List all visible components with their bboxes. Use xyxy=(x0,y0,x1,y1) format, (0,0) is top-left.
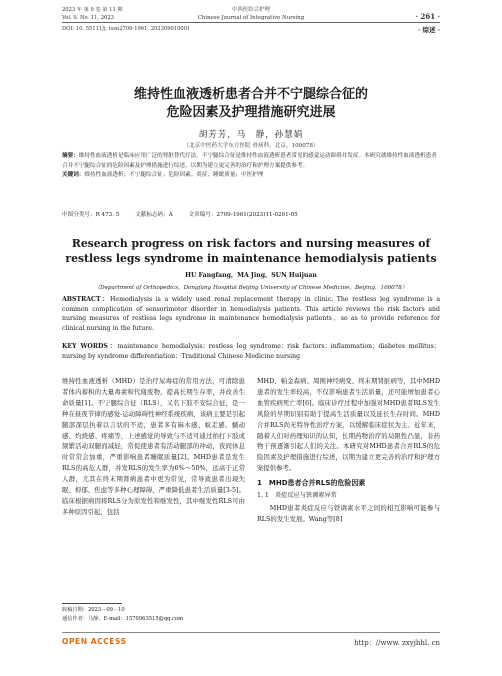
doc-code: 文献标志码：A xyxy=(135,212,173,218)
abstract-zh xyxy=(62,152,440,181)
abstract-en xyxy=(62,295,440,333)
keywords-en xyxy=(62,342,440,361)
section-heading: 1 MHD患者合并RLS的危险因素 xyxy=(257,479,366,488)
body-left-column: 维持性血液透析（MHD）是治疗尿毒症的常用方法，可清除患者体内蓄积的大量毒素和代谢废物，提高长期生存率，并改善生命质量[1]。不宁腿综合征（RLS），又名下肢不安综合征，是一种在昼夜节律的感觉-运动障碍性神经系统疾病，该病主要是引起腿部深层执着以言状的不适，患者多有麻木感、蚁走感、蠕动感、灼烧感、疼痛等，上述感觉的导致与不适可通过拍打下肢或频繁活动双腿而减轻，常促使患者有活动腿部的冲动，夜间休息时常常会加重，严重影响患者睡眠质量[2]。MHD患者是发生RLS的高危人群，并发RLS的发生率为6%～50%，远高于正常人群，尤其在终末期肾病患者中更为常见，常导致患者出现失眠、抑郁、焦虑等多种心理障碍，严重降低患者生活质量[3-5]。临床根据病因将RLS分为原发性和继发性，其中继发性RLS可由多种原因引起，包括 xyxy=(62,377,245,516)
affiliation-en: （Department of Orthopedics，Dongfang Hospital Beijing University of Chinese Medicine，Beijing，100078） xyxy=(94,285,408,291)
section-tag: · 综述 · xyxy=(417,26,440,34)
open-access-label: OPEN ACCESS xyxy=(62,637,127,646)
journal-name: 中西医结合护理 Chinese Journal of Integrative Nursing xyxy=(197,7,305,21)
authors-zh: 胡芳芳，马 静，孙慧娟 xyxy=(198,130,304,140)
clc-code: 中图分类号：R 473. 5 xyxy=(62,212,120,218)
abstract-en-text: Hemodialysis is a widely used renal replacement therapy in clinic. The restless leg syndrome is a common complication of sensorimotor disorder in hemodialysis patients. This article reviews the risk factors and nursing measures of restless legs syndrome in maintenance hemodialysis patients，so as to provide reference for clinical nursing in the future. xyxy=(62,296,441,332)
abstract-zh-label: 摘要： xyxy=(62,153,79,159)
footnote-divider xyxy=(62,603,122,604)
journal-issue: 2023 年 第 9 卷 第 11 期 Vol. 9, No. 11, 2023 xyxy=(62,7,123,21)
authors-en: HU Fangfang，MA Jing，SUN Huijuan xyxy=(185,272,317,279)
keywords-en-text: maintenance hemodialysis；restless leg syndrome；risk factors；inflammation；diabetes mellitus；nursing by syndrome differentiation；Traditional Chinese Medicine nursing xyxy=(62,343,440,360)
body-right-column xyxy=(257,376,440,525)
keywords-zh: 维持性血液透析；不宁腿综合征；危险因素；炎症；睡眠质量；中医护理 xyxy=(84,172,264,179)
abstract-en-label: ABSTRACT： xyxy=(62,296,111,303)
affiliation-zh: （北京中医药大学东方医院 骨病科，北京，100078） xyxy=(183,143,319,149)
title-zh: 维持性血液透析患者合并不宁腿综合征的 危险因素及护理措施研究进展 xyxy=(133,87,368,120)
keywords-en-label: KEY WORDS： xyxy=(62,343,118,350)
keywords-zh-label: 关键词： xyxy=(62,172,85,179)
footnote: 收稿日期：2023－09－10 通信作者：马静，E-mail：1570963515@qq.com xyxy=(62,607,184,622)
footer-divider xyxy=(62,632,440,633)
header-divider xyxy=(62,22,440,23)
doi[interactable]: DOI: 10. 55111/j. issn2709-1961. 202309010001 xyxy=(62,26,191,32)
classification xyxy=(62,210,312,218)
article-number: 文章编号：2709-1961(2023)11-0261-05 xyxy=(188,212,298,218)
title-en: Research progress on risk factors and nursing measures of restless legs syndrome in maintenance hemodialysis patients xyxy=(65,237,437,265)
body-paragraph: MHD、帕金森病、周围神经病变、终末期肾脏病等，其中MHD患者的发生率较高，不仅影响患者生活质量，还可能增加患者心血管疾病死亡率[6]。临床诊疗过程中加强对MHD患者RLS发生风险的早期识别有助于提高生活质量以及延长生存时间。MHD合并RLS尚无特异性治疗方案，以缓解临床症状为主。近年来，随着人们对药理知识的认知，长期药物治疗的局限性凸显，非药物干预逐渐引起人们的关注。本研究对MHD患者合并RLS的危险因素及护理措施进行综述，以期为建立更完善的治疗和护理方案提供参考。 xyxy=(257,377,440,473)
body-paragraph: MHD患者炎症反应与铁调素水平之间的相互影响可能参与RLS的发生发展。Wang等[8] xyxy=(257,503,440,523)
abstract-zh-text: 维持性血液透析是临床应用广泛的肾脏替代疗法。不宁腿综合征是维持性血液透析患者常见的感觉运动障碍并发症。本研究就维持性血液透析患者合并不宁腿综合征的危险因素及护理措施进行综述，以期为建立更完善的治疗和护理方案提供参考。 xyxy=(62,153,437,169)
journal-website-link[interactable]: http：//www. zxyjhhl. cn xyxy=(354,639,440,647)
page-number: · 261 · xyxy=(415,12,440,21)
subsection-heading: 1. 1 炎症反应与铁调素异常 xyxy=(257,492,337,500)
